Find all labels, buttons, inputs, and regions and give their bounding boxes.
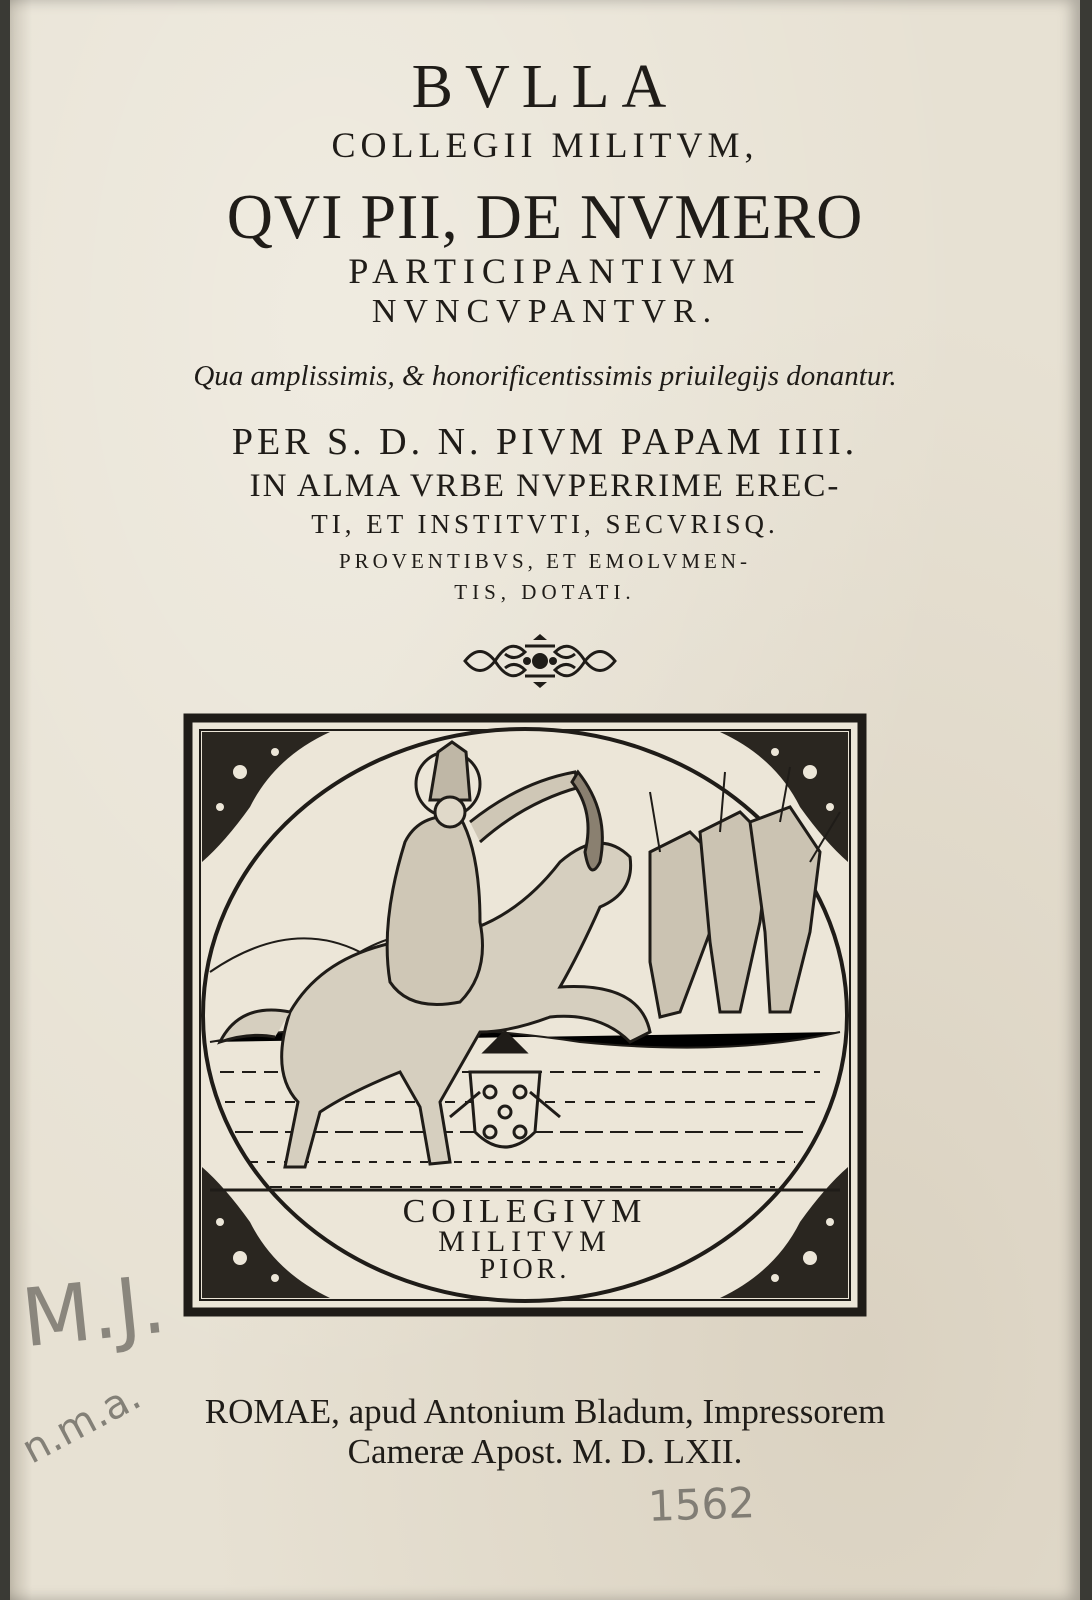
woodcut-motto-pior: PIOR.: [479, 1254, 571, 1285]
woodcut-motto-collegium: COILEGIVM: [402, 1193, 648, 1230]
subtitle-italic: Qua amplissimis, & honorificentissimis priuilegijs donantur.: [193, 360, 897, 392]
pencil-signature: M.J.: [17, 1257, 170, 1366]
title-instituti: TI, ET INSTITVTI, SECVRISQ.: [311, 509, 779, 539]
title-collegii-militum: COLLEGII MILITVM,: [331, 125, 759, 165]
title-proventibus: PROVENTIBVS, ET EMOLVMEN-: [338, 549, 752, 573]
fleuron-ornament-icon: [455, 632, 625, 690]
title-dotati: TIS, DOTATI.: [454, 580, 636, 604]
title-bulla: BVLLA: [411, 53, 679, 121]
title-nuncupantur: NVNCVPANTVR.: [371, 293, 719, 330]
woodcut-motto-militum: MILITVM: [438, 1225, 612, 1258]
imprint-line-1: ROMAE, apud Antonium Bladum, Impressorem: [204, 1392, 886, 1431]
title-pope-line: PER S. D. N. PIVM PAPAM IIII.: [231, 421, 859, 463]
imprint-line-2: Cameræ Apost. M. D. LXII.: [347, 1432, 743, 1471]
title-page: [10, 0, 1080, 1600]
title-in-alma: IN ALMA VRBE NVPERRIME EREC-: [249, 468, 841, 504]
title-qui-pii: QVI PII, DE NVMERO: [226, 181, 864, 252]
pencil-margin-note: n.m.a.: [14, 1372, 149, 1474]
pencil-year: 1562: [647, 1478, 756, 1531]
title-participantium: PARTICIPANTIVM: [348, 251, 742, 291]
